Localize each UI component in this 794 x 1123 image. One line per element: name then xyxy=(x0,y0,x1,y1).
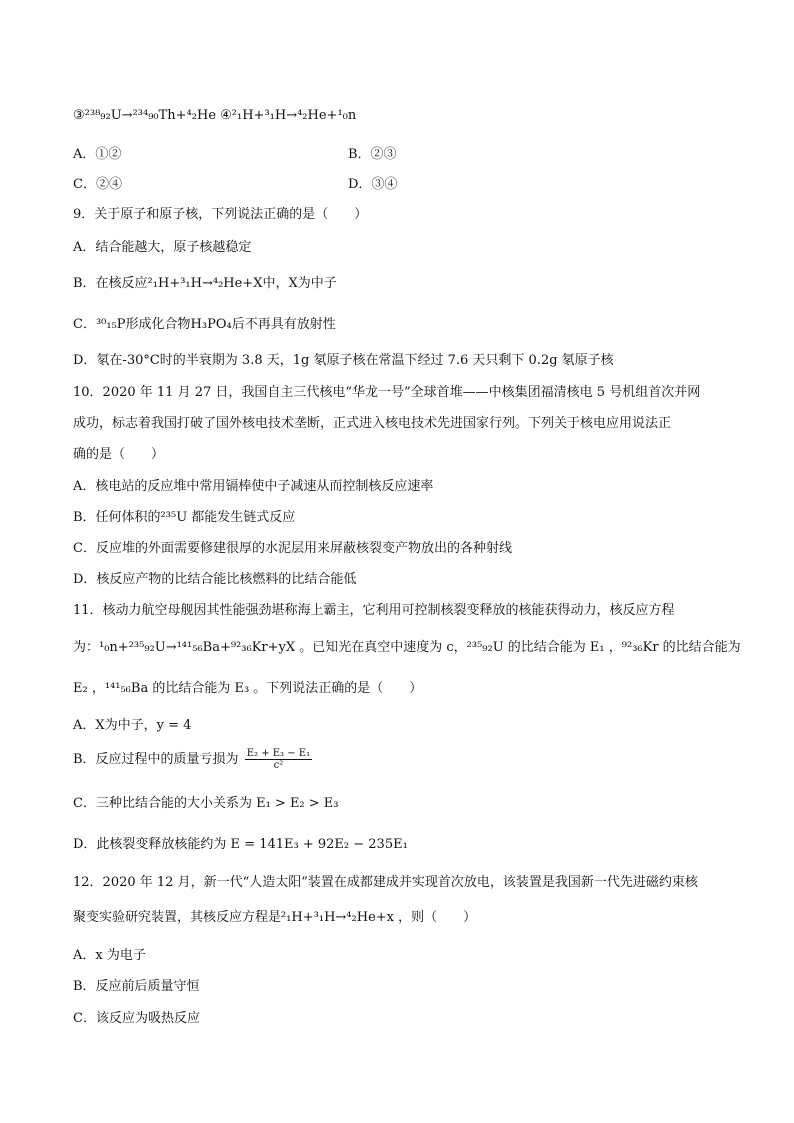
q11-choice-b-text: B．反应过程中的质量亏损为 xyxy=(73,752,239,767)
q11-choice-c: C．三种比结合能的大小关系为 E₁ > E₂ > E₃ xyxy=(73,796,339,811)
q9-choice-d: D．氡在-30°C时的半衰期为 3.8 天，1g 氡原子核在常温下经过 7.6 天只剩下 0.2g 氡原子核 xyxy=(73,353,614,368)
q9-choice-c: C．³⁰₁₅P形成化合物H₃PO₄后不再具有放射性 xyxy=(73,317,336,332)
q11-choice-b xyxy=(73,748,314,771)
fraction-numerator: E₂ + E₃ − E₁ xyxy=(246,748,311,759)
q10-choice-d: D．核反应产物的比结合能比核燃料的比结合能低 xyxy=(73,572,357,587)
q10-choice-c: C．反应堆的外面需要修建很厚的水泥层用来屏蔽核裂变产物放出的各种射线 xyxy=(73,541,512,556)
q11-stem-line3: E₂ ，¹⁴¹₅₆Ba 的比结合能为 E₃ 。下列说法正确的是（ ） xyxy=(73,681,423,696)
q9-choice-b: B．在核反应²₁H+³₁H→⁴₂He+X中，X为中子 xyxy=(73,276,337,291)
q9-stem: 9．关于原子和原子核，下列说法正确的是（ ） xyxy=(73,207,368,222)
q11-stem-line1: 11．核动力航空母舰因其性能强劲堪称海上霸主，它利用可控制核裂变释放的核能获得动力，核反应方程 xyxy=(73,603,675,618)
q9-choice-a: A．结合能越大，原子核越稳定 xyxy=(73,240,252,255)
q11-choice-d: D．此核裂变释放核能约为 E = 141E₃ + 92E₂ − 235E₁ xyxy=(73,837,408,852)
q11-stem-line2: 为：¹₀n+²³⁵₉₂U→¹⁴¹₅₆Ba+⁹²₃₆Kr+yX 。已知光在真空中速度为 c，²³⁵₉₂U 的比结合能为 E₁ ，⁹²₃₆Kr 的比结合能为 xyxy=(73,640,741,655)
q10-choice-b: B．任何体积的²³⁵U 都能发生链式反应 xyxy=(73,510,296,525)
q10-choice-a: A．核电站的反应堆中常用镉棒使中子减速从而控制核反应速率 xyxy=(73,479,434,494)
q12-choice-b: B．反应前后质量守恒 xyxy=(73,979,200,994)
q8-choice-d: D．③④ xyxy=(348,177,398,192)
q8-options-equations: ③²³⁸₉₂U→²³⁴₉₀Th+⁴₂He ④²₁H+³₁H→⁴₂He+¹₀n xyxy=(73,108,357,123)
q11-choice-a: A．X为中子，y = 4 xyxy=(73,718,192,733)
q10-stem-line1: 10．2020 年 11 月 27 日，我国自主三代核电“华龙一号”全球首堆——中核集团福清核电 5 号机组首次并网 xyxy=(73,385,701,400)
q10-stem-line3: 确的是（ ） xyxy=(73,447,165,462)
q8-choice-c: C．②④ xyxy=(73,177,122,192)
q8-choice-b: B．②③ xyxy=(348,147,397,162)
mass-defect-fraction xyxy=(245,748,312,771)
q12-choice-a: A．x 为电子 xyxy=(73,948,146,963)
q8-choice-a: A．①② xyxy=(73,147,122,162)
q12-stem-line2: 聚变实验研究装置，其核反应方程是²₁H+³₁H→⁴₂He+x ，则（ ） xyxy=(73,910,477,925)
q12-choice-c: C．该反应为吸热反应 xyxy=(73,1011,200,1026)
fraction-denominator: c² xyxy=(273,760,284,771)
q10-stem-line2: 成功，标志着我国打破了国外核电技术垄断，正式进入核电技术先进国家行列。下列关于核电应用说法正 xyxy=(73,416,672,431)
q12-stem-line1: 12．2020 年 12 月，新一代“人造太阳”装置在成都建成并实现首次放电，该装置是我国新一代先进磁约束核 xyxy=(73,875,698,890)
